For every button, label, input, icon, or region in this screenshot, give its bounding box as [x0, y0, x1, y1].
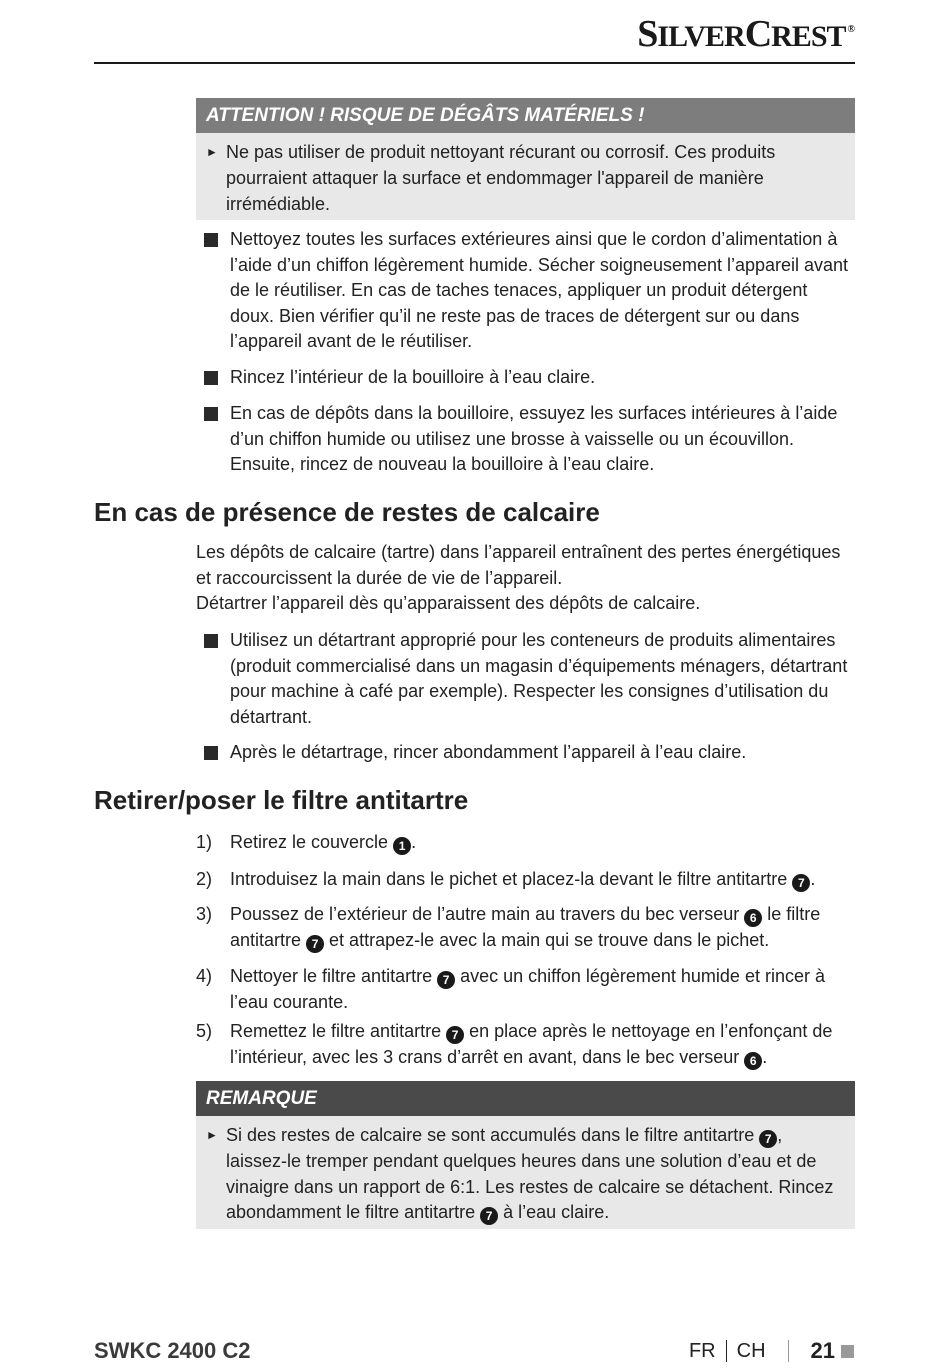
step-text: Introduisez la main dans le pichet et placez-la devant le filtre antitartre 7 . [230, 869, 816, 890]
bullet-square-icon [204, 746, 218, 760]
remarque-body [196, 1116, 855, 1232]
remarque-text: Si des restes de calcaire se sont accumulés dans le filtre antitartre 7 , laissez-le tremper pendant quelques heures dans une solution d’eau et de vinaigre dans un rapport de 6:1. Les restes de calcaire se détachent. Rincez abondamment le filtre antitartre 7 à l’eau claire. [226, 1125, 834, 1224]
attention-text: Ne pas utiliser de produit nettoyant récurant ou corrosif. Ces produits pourraient attaquer la surface et endommager l'appareil de manière irrémédiable. [226, 142, 776, 214]
step-number: 3) [196, 904, 213, 924]
calcaire-intro-line1: Les dépôts de calcaire (tartre) dans l’appareil entraînent des pertes énergétiques et raccourcissent la durée de vie de l’appareil. [196, 542, 841, 588]
attention-body [196, 133, 855, 223]
remarque-title: REMARQUE [196, 1081, 855, 1116]
step-item [196, 830, 856, 856]
arrow-icon: ► [206, 1128, 218, 1142]
step-item [196, 902, 856, 953]
step-text: Poussez de l’extérieur de l’autre main au travers du bec verseur 6 le filtre antitartre 7 et attrapez-le avec la main qui se trouve dans le pichet. [230, 904, 821, 951]
part-number-badge: 6 [744, 909, 762, 927]
section-heading-filtre: Retirer/poser le filtre antitartre [94, 785, 469, 815]
header-rule [94, 62, 855, 64]
attention-box [196, 98, 855, 220]
bullet-square-icon [204, 233, 218, 247]
footer-lang-fr: FR [688, 1339, 716, 1362]
list-item-text: Nettoyez toutes les surfaces extérieures ainsi que le cordon d’alimentation à l’aide d’un chiffon légèrement humide. Sécher soigneusement l’appareil avant de le réutiliser. En cas de taches tenaces, appliquer un produit détergent doux. Bien vérifier qu’il ne reste pas de traces de détergent sur ou dans l’appareil avant de le réutiliser. [230, 229, 849, 352]
list-item-text: Après le détartrage, rincer abondamment l’appareil à l’eau claire. [230, 742, 747, 762]
bullet-square-icon [204, 407, 218, 421]
list-item [196, 401, 856, 478]
step-text: Nettoyer le filtre antitartre 7 avec un chiffon légèrement humide et rincer à l’eau courante. [230, 966, 825, 1012]
step-number: 4) [196, 966, 213, 986]
list-item [196, 740, 856, 766]
footer-model: SWKC 2400 C2 [94, 1338, 251, 1363]
part-number-badge: 6 [744, 1052, 762, 1070]
step-text: Remettez le filtre antitartre 7 en place après le nettoyage en l’enfonçant de l’intérieur, avec les 3 crans d’arrêt en avant, dans le bec verseur 6 . [230, 1021, 833, 1068]
list-item-text: Utilisez un détartrant approprié pour les conteneurs de produits alimentaires (produit commercialisé dans un magasin d’équipements ménagers, détartrant pour machine à café par exemple). Respecter les consignes d’utilisation du détartrant. [230, 630, 848, 727]
part-number-badge: 7 [437, 971, 455, 989]
attention-title: ATTENTION ! RISQUE DE DÉGÂTS MATÉRIELS ! [196, 98, 855, 133]
page-number: 21 [810, 1338, 835, 1363]
calcaire-intro [196, 540, 856, 617]
part-number-badge: 7 [446, 1026, 464, 1044]
calcaire-intro-line2: Détartrer l’appareil dès qu’apparaissent des dépôts de calcaire. [196, 593, 701, 614]
step-number: 1) [196, 832, 213, 852]
remarque-box [196, 1081, 855, 1229]
step-number: 2) [196, 869, 213, 889]
footer-lang-ch: CH [736, 1339, 766, 1362]
list-item [196, 365, 856, 391]
arrow-icon: ► [206, 145, 218, 159]
part-number-badge: 7 [480, 1207, 498, 1225]
part-number-badge: 7 [306, 935, 324, 953]
bullet-square-icon [204, 371, 218, 385]
step-text: Retirez le couvercle 1 . [230, 832, 417, 853]
list-item [196, 227, 856, 355]
step-item [196, 1019, 856, 1070]
part-number-badge: 1 [393, 837, 411, 855]
bullet-square-icon [204, 634, 218, 648]
section-heading-calcaire: En cas de présence de restes de calcaire [94, 497, 600, 527]
list-item [196, 628, 856, 730]
step-item [196, 964, 856, 1015]
footer-page-info [689, 1338, 854, 1364]
step-number: 5) [196, 1021, 213, 1041]
list-item-text: En cas de dépôts dans la bouilloire, essuyez les surfaces intérieures à l’aide d’un chiffon humide ou utilisez une brosse à vaisselle ou un écouvillon. Ensuite, rincez de nouveau la bouilloire à l’eau claire. [230, 403, 838, 475]
part-number-badge: 7 [759, 1130, 777, 1148]
footer-divider [726, 1340, 727, 1362]
brand-logo: SILVERCREST ® [637, 13, 854, 55]
page-square-icon [841, 1345, 854, 1358]
footer-divider [788, 1340, 789, 1362]
part-number-badge: 7 [792, 874, 810, 892]
step-item [196, 867, 856, 893]
list-item-text: Rincez l’intérieur de la bouilloire à l’eau claire. [230, 367, 596, 387]
